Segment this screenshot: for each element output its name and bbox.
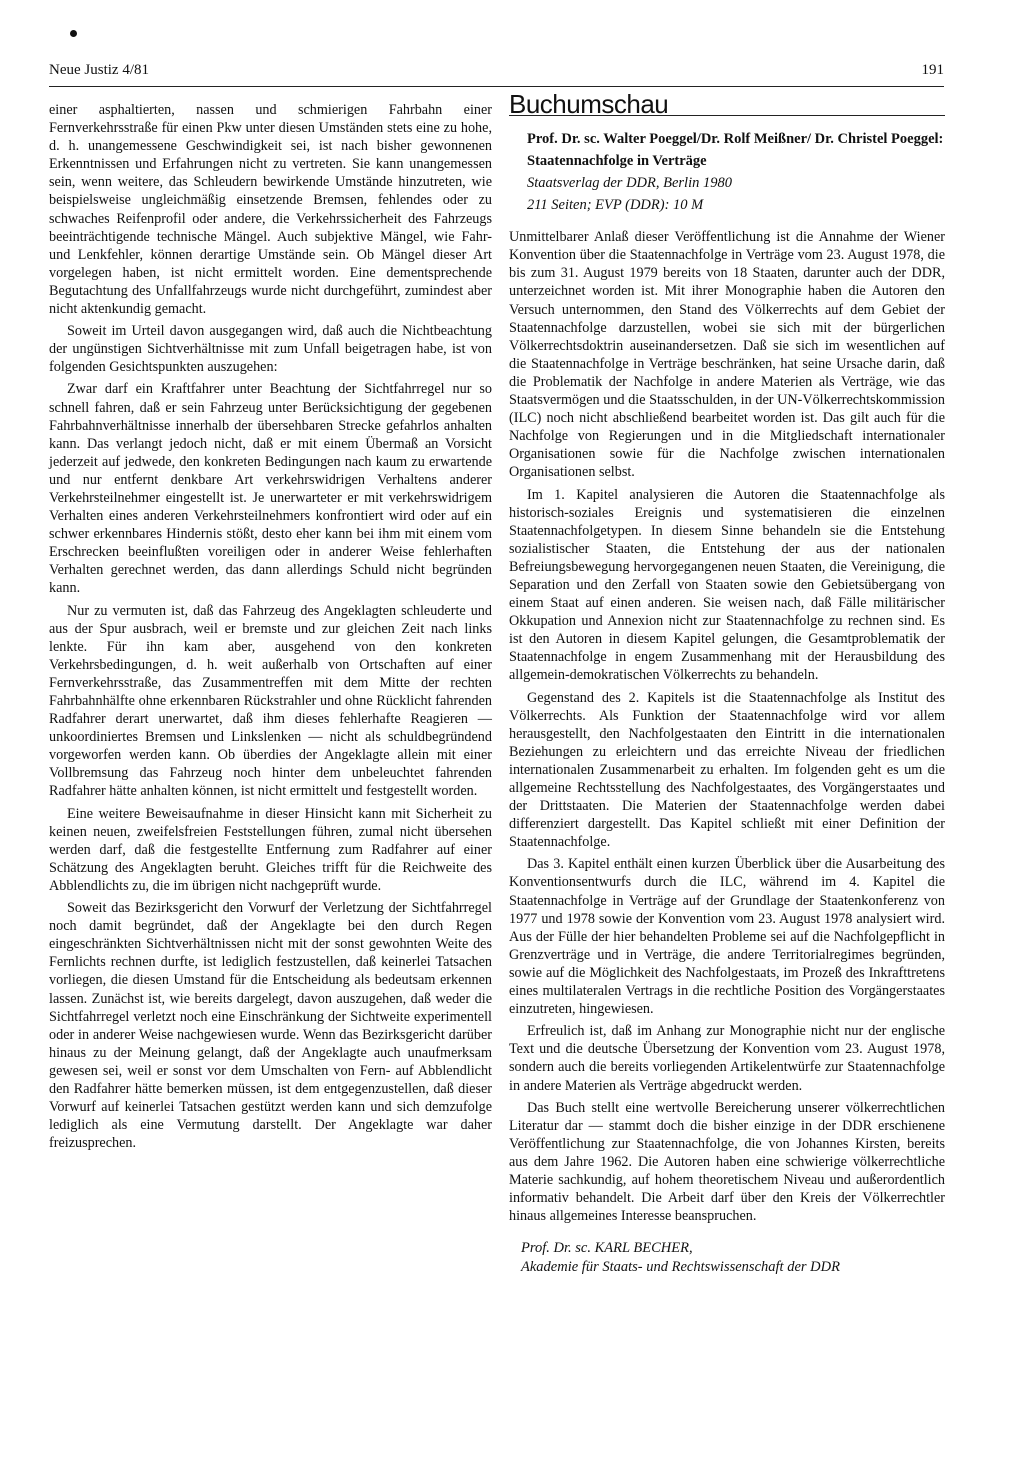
reviewer-name: Prof. Dr. sc. KARL BECHER,: [521, 1240, 693, 1257]
book-authors: Prof. Dr. sc. Walter Poeggel/Dr. Rolf Meißner/ Dr. Christel Poeggel:: [527, 131, 944, 148]
paragraph: Erfreulich ist, daß im Anhang zur Monographie nicht nur der englische Text und die deutsche Übersetzung der Konvention vom 23. August 1978, sondern auch die bereits vorliegenden Artikelentwürfe zur Staatennachfolge in andere Materien als Verträge abgedruckt werden.: [509, 1023, 945, 1094]
paragraph: Nur zu vermuten ist, daß das Fahrzeug des Angeklagten schleuderte und aus der Spur ausbrach, weil er bremste und zur gleichen Zeit nach links lenkte. Für ihn kam aber, ausgehend von den konkreten Verkehrsbedingungen, d. h. weit außerhalb von Ortschaften auf einer Fernverkehrsstraße, das Zusammentreffen mit dem Mitte der rechten Fahrbahnhälfte ohne erkennbaren Rückstrahler und ohne Rücklicht fahrenden Radfahrer derart unerwartet, daß ihm dieses fehlerhafte Reagieren — unkoordiniertes Bremsen und Linkslenken — nicht als schuldbegründend vorgeworfen werden kann. Ob überdies der Angeklagte allein mit einer Vollbremsung das Fahrzeug noch hinter dem unbeleuchtet fahrenden Radfahrer hätte anhalten können, ist nicht ermittelt und festgestellt worden.: [49, 602, 492, 800]
page-number: 191: [921, 62, 944, 78]
journal-issue: Neue Justiz 4/81: [49, 62, 149, 78]
paragraph: einer asphaltierten, nassen und schmierigen Fahrbahn einer Fernverkehrsstraße für einen Pkw unter diesen Umständen stets eine zu hohe, d. h. unangemessene Geschwindigkeit sei, ist nach bisher gewonnenen Erkenntnissen und Erfahrungen nicht zu vertreten. Sie kann unangemessen sein, wenn weitere, das Schleudern bewirkende Umstände hinzutreten, wie beispielsweise ungleichmäßig einsetzende Bremsen, fehlendes oder zu schwaches Reifenprofil oder andere, die Verkehrssicherheit des Fahrzeugs beeinträchtigende technische Mängel. Auch subjektive Mängel, wie Fahr- und Lenkfehler, können derartige Umstände sein. Ob Mängel dieser Art vorgelegen haben, ist nicht ermittelt worden. Eine dementsprechende Begutachtung des Unfallfahrzeugs wurde nicht durchgeführt, zumindest aber nicht aktenkundig gemacht.: [49, 102, 492, 318]
paragraph: Soweit im Urteil davon ausgegangen wird, daß auch die Nichtbeachtung der ungünstigen Sichtverhältnisse mit zum Unfall beigetragen habe, ist von folgenden Gesichtspunkten auszugehen:: [49, 323, 492, 376]
reviewer-affiliation: Akademie für Staats- und Rechtswissenschaft der DDR: [521, 1259, 840, 1276]
paragraph: Im 1. Kapitel analysieren die Autoren die Staatennachfolge als historisch-soziales Ereignis und systematisieren die einzelnen Staatennachfolgetypen. In diesem Sinne behandeln sie die Entstehung sozialistischer Staaten, die Entstehung der aus der nationalen Befreiungsbewegung hervorgegangenen neuen Staaten, die Vereinigung, die Separation und den Zerfall von Staaten sowie den Gebietsübergang von einem Staat auf einen anderen. Sie weisen nach, daß Fälle militärischer Okkupation und Annexion nicht zur Staatennachfolge zu rechnen sind. Es ist den Autoren in diesem Kapitel gelungen, die Gesamtproblematik der Staatennachfolge in engem Zusammenhang mit der Herausbildung des allgemein-demokratischen Völkerrechts zu behandeln.: [509, 486, 945, 684]
page-header: [49, 62, 944, 87]
paragraph: Eine weitere Beweisaufnahme in dieser Hinsicht kann mit Sicherheit zu keinen neuen, zweifelsfreien Feststellungen führen, zumal nicht übersehen werden darf, daß die festgestellte Entfernung zum Radfahrer auf einer Schätzung des Angeklagten beruht. Gleiches trifft für die Reichweite des Abblendlichts zu, die im übrigen nicht nachgeprüft wurde.: [49, 805, 492, 894]
printed-dot: [70, 30, 77, 37]
book-publisher: Staatsverlag der DDR, Berlin 1980: [527, 175, 732, 192]
left-column: [49, 101, 492, 1156]
paragraph: Das 3. Kapitel enthält einen kurzen Überblick über die Ausarbeitung des Konventionsentwurfs durch die ILC, während im 4. Kapitel die Staatennachfolge in Verträge auf der Grundlage der Staatenkonferenz von 1977 und 1978 sowie der Konvention vom 23. August 1978 analysiert wird. Aus der Fülle der hier behandelten Probleme sei auf die Nachfolgepflicht in Grenzverträge und in Verträge, die andere Territorialregimes begründen, sowie auf die Möglichkeit des Nachfolgestaats, im Prozeß des Inkrafttretens eines multilateralen Vertrags in die rechtliche Position des Vorgängerstaates einzutreten, hingewiesen.: [509, 856, 945, 1018]
paragraph: Zwar darf ein Kraftfahrer unter Beachtung der Sichtfahrregel nur so schnell fahren, daß er sein Fahrzeug unter Berücksichtigung der gegebenen Fahrbahnverhältnisse innerhalb der übersehbaren Strecke gefahrlos anhalten kann. Das verlangt jedoch nicht, daß er mit einem Übermaß an Vorsicht jederzeit auf jedwede, den konkreten Bedingungen nach kaum zu erwartende und nur entfernt denkbare Art verkehrswidrigen Verhaltens anderer Verkehrsteilnehmer eingestellt ist. Je unerwarteter er mit verkehrswidrigem Verhalten eines anderen Verkehrsteilnehmers konfrontiert wird oder auf ein schwer erkennbares Hindernis stößt, desto eher kann bei ihm mit einem vom Erschrecken beeinflußten voreiligen oder in anderer Weise fehlerhaften Verhalten gerechnet werden, das dann allerdings Schuld nicht begründen kann.: [49, 381, 492, 597]
review-body: [509, 228, 945, 1225]
book-details: 211 Seiten; EVP (DDR): 10 M: [527, 197, 704, 214]
book-title: Staatennachfolge in Verträge: [527, 153, 707, 170]
right-column: [509, 89, 945, 1277]
paragraph: Soweit das Bezirksgericht den Vorwurf der Verletzung der Sichtfahrregel noch damit begründet, daß der Angeklagte bei den durch Regen eingeschränkten Sichtverhältnissen nicht mit der sonst gewohnten Weite des Fernlichts rechnen durfte, ist lediglich festzustellen, daß keinerlei Tatsachen vorliegen, die diesen Umstand für die Entscheidung als bedeutsam erkennen lassen. Zunächst ist, wie bereits dargelegt, davon auszugehen, daß weder die Sichtfahrregel verletzt noch eine Einschränkung der Sichtweite experimentell oder in anderer Weise nachgewiesen wurde. Wenn das Bezirksgericht darüber hinaus zu der Meinung gelangt, daß der Angeklagte auch unaufmerksam gewesen sei, weil er sonst vor dem Umschalten von Fern- auf Abblendlicht den Radfahrer hätte bemerken müssen, ist dem entgegenzustellen, daß dieser Vorwurf auf keinerlei Tatsachen gestützt werden kann und sich demzufolge lediglich als eine Vermutung darstellt. Der Angeklagte war daher freizusprechen.: [49, 900, 492, 1152]
paragraph: Gegenstand des 2. Kapitels ist die Staatennachfolge als Institut des Völkerrechts. Als Funktion der Staatennachfolge wird vor allem herausgestellt, den Nachfolgestaaten den Eintritt in die internationalen Beziehungen zu erleichtern und das erreichte Niveau der friedlichen internationalen Zusammenarbeit zu erhalten. Im folgenden geht es um die allgemeine Rechtsstellung des Nachfolgestaates, des Vorgängerstaates und der Drittstaaten. Die Materien der Staatennachfolge werden dabei differenziert dargestellt. Das Kapitel schließt mit einer Definition der Staatennachfolge.: [509, 689, 945, 851]
paragraph: Unmittelbarer Anlaß dieser Veröffentlichung ist die Annahme der Wiener Konvention über die Staatennachfolge in Verträge vom 23. August 1978, die bis zum 31. August 1979 bereits von 18 Staaten, darunter auch der DDR, unterzeichnet worden ist. Mit ihrer Monographie haben die Autoren den Versuch unternommen, den Stand des Völkerrechts auf dem Gebiet der Staatennachfolge darzustellen, wobei sie sich mit der bürgerlichen Völkerrechtsdoktrin auseinandersetzen. Daß sie sich im wesentlichen auf die Staatennachfolge in Verträge beschränken, hat seine Ursache darin, daß die Problematik der Nachfolge in andere Materien als Verträge, wie das Staatsvermögen und die Staatsschulden, in der UN-Völkerrechtskommission (ILC) noch nicht abschließend bearbeitet worden ist. Das gilt auch für die Nachfolge von Regierungen und in die Mitgliedschaft internationaler Organisationen sowie für die Nachfolge zwischen internationalen Organisationen selbst.: [509, 229, 945, 481]
reviewer-signature: [509, 1239, 945, 1277]
paragraph: Das Buch stellt eine wertvolle Bereicherung unserer völkerrechtlichen Literatur dar — stammt doch die bisher einzige in der DDR erschienene Veröffentlichung zur Staatennachfolge, die von Johannes Kirsten, bereits aus dem Jahre 1962. Die Autoren haben eine schwierige völkerrechtliche Materie sachkundig, auf hohem theoretischem Niveau und außerordentlich informativ behandelt. Die Arbeit darf über den Kreis der Völkerrechtler hinaus allgemeines Interesse beanspruchen.: [509, 1099, 945, 1225]
section-title: Buchumschau: [509, 95, 945, 116]
book-citation: [509, 130, 945, 214]
